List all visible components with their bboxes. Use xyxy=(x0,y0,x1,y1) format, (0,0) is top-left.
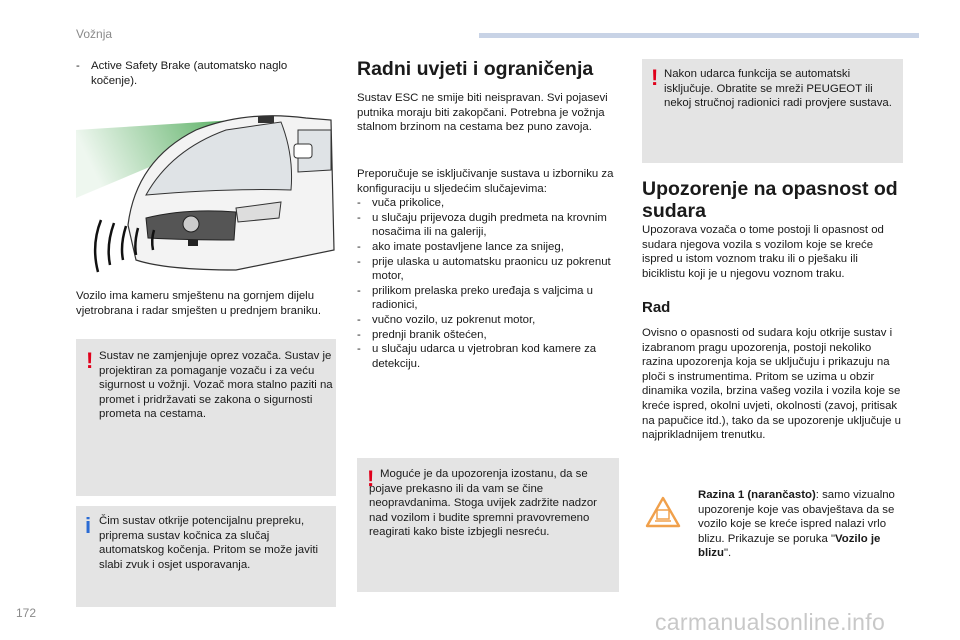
list-item: - ako imate postavljene lance za snijeg, xyxy=(357,240,615,255)
level1-title: Razina 1 (narančasto) xyxy=(698,489,816,501)
list-item: - Active Safety Brake (automatsko naglo kočenje). xyxy=(76,59,326,88)
level1-desc: : samo vizualno upozorenje koje vas obavještava da se vozilo koje se kreće ispred nalazi vrlo blizu. Prikazuje se poruka " xyxy=(698,489,895,545)
list-item: - u slučaju udarca u vjetrobran kod kamere za detekciju. xyxy=(357,342,615,371)
warning-text: Moguće je da upozorenja izostanu, da se pojave prekasno ili da vam se čine neopravdanima. Stoga uvijek zadržite nadzor nad vozilom i budite spremni pravovremeno reagirati kako biste izbjegli nesreću. xyxy=(369,468,597,539)
list-item: - prilikom prelaska preko uređaja s valjcima u radionici, xyxy=(357,284,615,313)
collision-warning-title: Upozorenje na opasnost od sudara xyxy=(642,178,898,222)
warning-box xyxy=(642,59,903,163)
watermark: carmanualsonline.info xyxy=(655,609,886,635)
info-box xyxy=(76,506,336,607)
rad-subtitle: Rad xyxy=(642,299,671,316)
collision-intro: Upozorava vozača o tome postoji li opasnost od sudara njegova vozila s vozilom koje se kreće ispred u istom voznom traku ili o pješaku ili biciklistu koji je u njegovu voznom traku. xyxy=(642,224,884,280)
list-item: - vuča prikolice, xyxy=(357,196,615,211)
section-title: Vožnja xyxy=(76,27,113,41)
list-item: - prednji branik oštećen, xyxy=(357,328,615,343)
conditions-para1: Sustav ESC ne smije biti neispravan. Svi pojasevi putnika moraju biti zakopčani. Potrebna je vožnja stalnom brzinom na cestama bez puno zavoja. xyxy=(357,92,608,134)
warning-text: Sustav ne zamjenjuje oprez vozača. Sustav je projektiran za pomaganje vozaču i za veću sigurnost u vožnji. Vozač mora stalno paziti na promet i pridržavati se zakona o sigurnosti prometa na cestama. xyxy=(99,350,333,421)
warning-text: Nakon udarca funkcija se automatski isključuje. Obratite se mreži PEUGEOT ili nekoj stručnoj radionici radi provjere sustava. xyxy=(664,68,892,110)
conditions-intro: Preporučuje se isključivanje sustava u izborniku za konfiguraciju u sljedećim slučajevima: xyxy=(357,168,614,195)
conditions-title: Radni uvjeti i ograničenja xyxy=(357,58,594,80)
list-item: - vučno vozilo, uz pokrenut motor, xyxy=(357,313,615,328)
conditions-para2 xyxy=(357,167,615,371)
header-bar xyxy=(479,33,919,38)
level1-text xyxy=(698,488,898,561)
camera-text: Vozilo ima kameru smještenu na gornjem dijelu vjetrobrana i radar smješten u prednjem braniku. xyxy=(76,290,322,317)
warning-box xyxy=(357,458,619,592)
warning-triangle-icon xyxy=(645,496,681,528)
rad-text: Ovisno o opasnosti od sudara koju otkrije sustav i izabranom pragu upozorenja, postoji nekoliko razina upozorenja koja se uključuju i prikazuju na ploči s instrumentima. Pritom se uzima u obzir dinamika vozila, brzina vašeg vozila i vozila koje se kreće ispred, okolni uvjeti, okolnosti (zavoj, pritisak na papučice itd.), tako da se upozorenje uključuje u najprikladnijem trenutku. xyxy=(642,327,901,442)
exclamation-icon: ! xyxy=(367,466,375,491)
intro-bullet xyxy=(76,59,326,88)
warning-box xyxy=(76,339,336,496)
van-illustration xyxy=(76,100,336,290)
exclamation-icon: ! xyxy=(86,348,94,373)
info-text: Čim sustav otkrije potencijalnu prepreku, priprema sustav kočnica za slučaj automatskog kočenja. Pritom se može javiti slabi zvuk i osjet usporavanja. xyxy=(99,515,319,571)
level1-message: Vozilo je blizu xyxy=(698,532,881,560)
page-number: 172 xyxy=(16,606,37,620)
exclamation-icon: ! xyxy=(651,65,659,90)
list-item: - prije ulaska u automatsku praonicu uz pokrenut motor, xyxy=(357,255,615,284)
level1-end: ". xyxy=(723,547,732,560)
info-icon: i xyxy=(85,513,92,538)
conditions-list xyxy=(357,196,615,371)
list-item: - u slučaju prijevoza dugih predmeta na krovnim nosačima ili na galeriji, xyxy=(357,211,615,240)
